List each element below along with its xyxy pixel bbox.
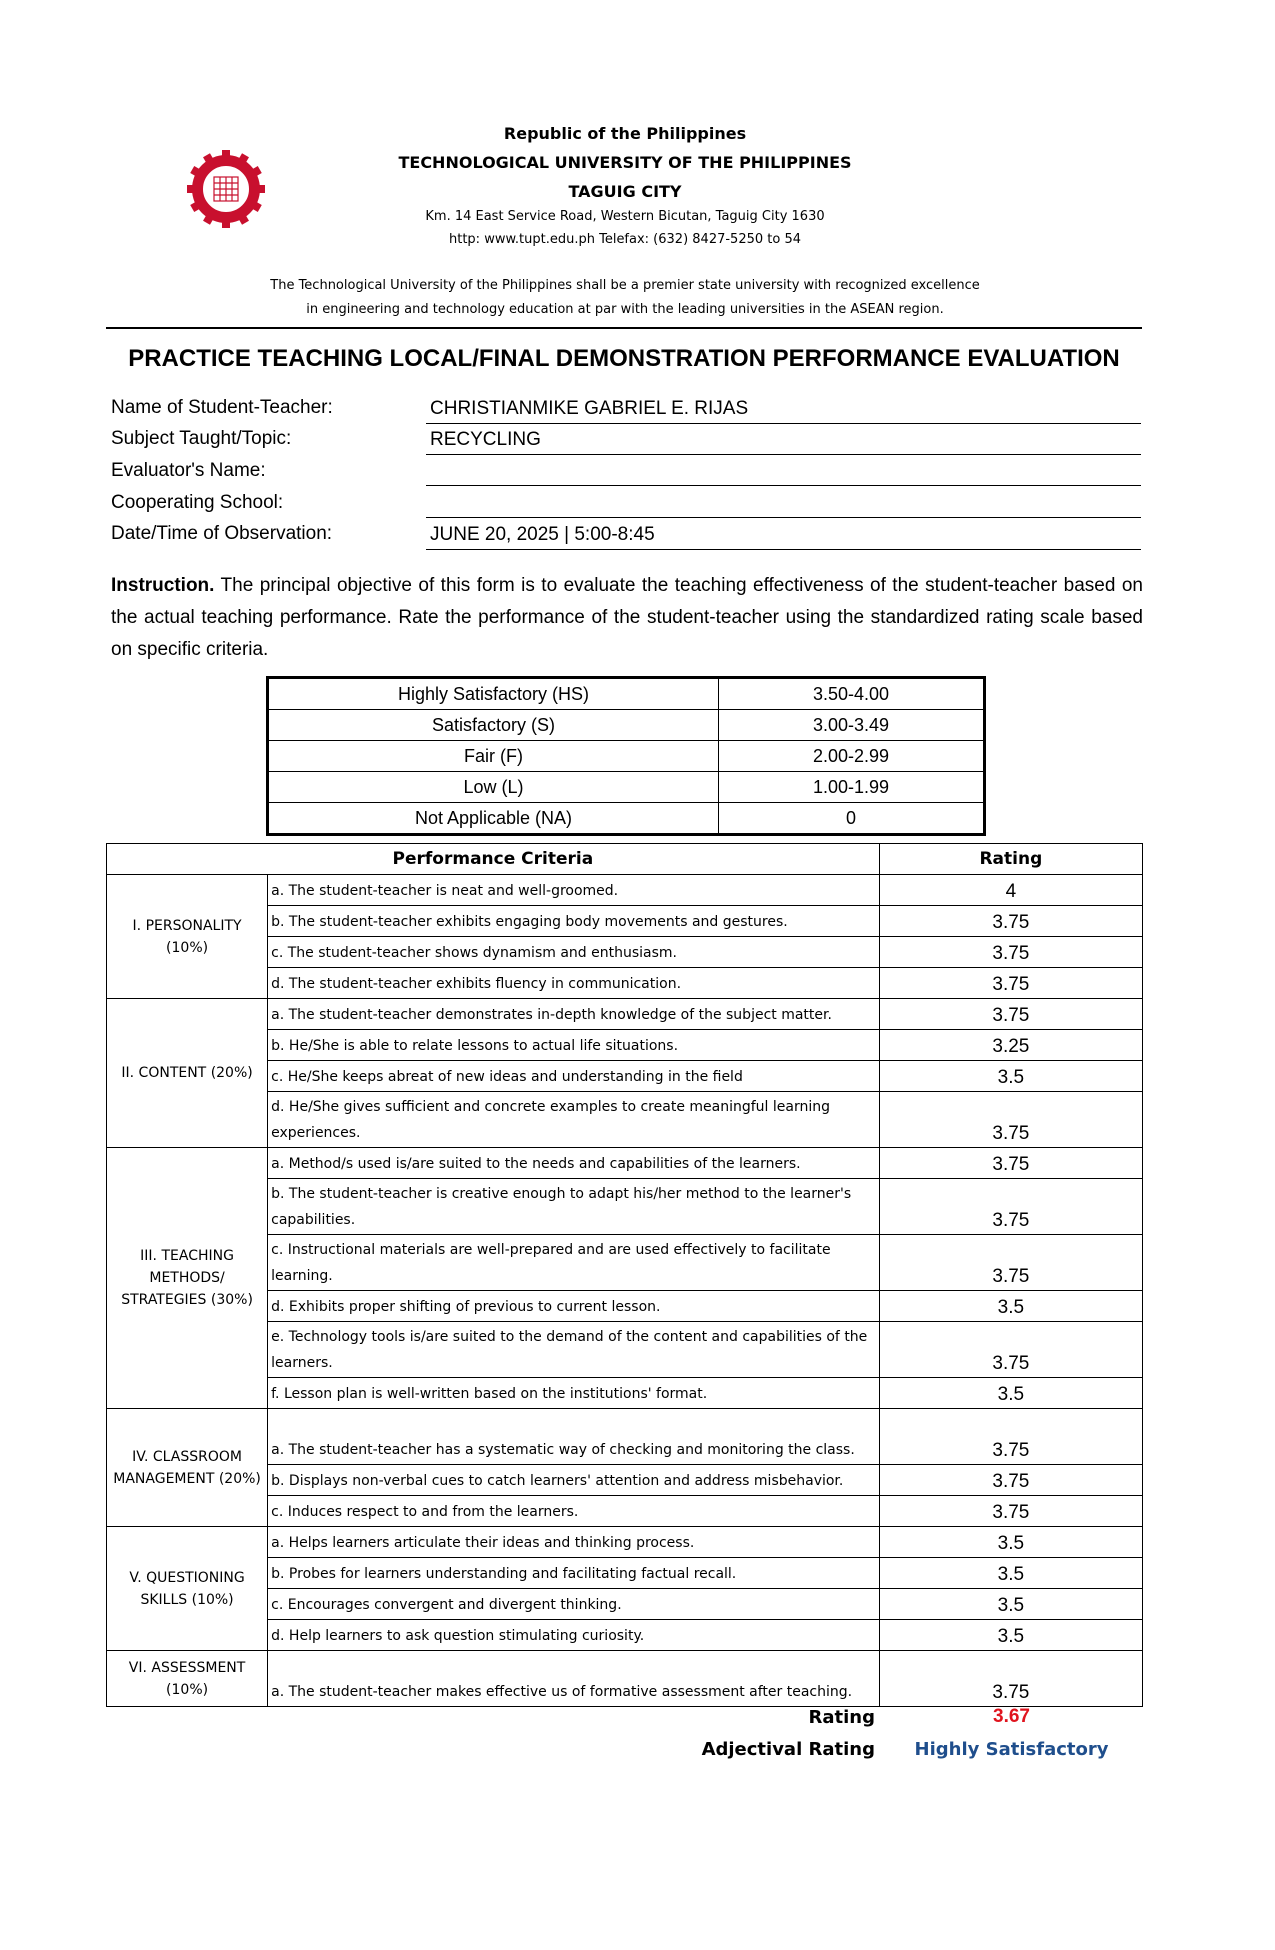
criterion-text: a. Helps learners articulate their ideas and thinking process. [268, 1527, 880, 1558]
category-label: V. QUESTIONING SKILLS (10%) [107, 1527, 268, 1651]
criterion-rating: 3.5 [879, 1378, 1142, 1409]
criterion-rating: 3.75 [879, 1092, 1142, 1148]
criteria-row [107, 999, 1143, 1030]
criteria-row [107, 875, 1143, 906]
instruction-text: The principal objective of this form is to evaluate the teaching effectiveness of the student-teacher based on the actual teaching performance. Rate the performance of the student-teacher using the standardized rating scale based on specific criteria. [111, 575, 1143, 660]
overall-rating-value: 3.67 [993, 1706, 1030, 1727]
criterion-text: c. Instructional materials are well-prepared and are used effectively to facilitate learning. [268, 1235, 880, 1291]
criterion-rating: 3.75 [879, 1148, 1142, 1179]
criterion-text: b. Displays non-verbal cues to catch learners' attention and address misbehavior. [268, 1465, 880, 1496]
student-teacher-value: CHRISTIANMIKE GABRIEL E. RIJAS [426, 396, 1141, 424]
criterion-text: a. The student-teacher is neat and well-groomed. [268, 875, 880, 906]
criterion-rating: 3.75 [879, 1465, 1142, 1496]
criterion-rating: 3.5 [879, 1620, 1142, 1651]
rating-column-header: Rating [879, 844, 1142, 875]
criteria-row [107, 1527, 1143, 1558]
vision-line-1: The Technological University of the Philippines shall be a premier state university with recognized excellence [270, 278, 980, 293]
scale-label: Not Applicable (NA) [268, 803, 719, 835]
scale-label: Highly Satisfactory (HS) [268, 678, 719, 710]
criterion-text: b. Probes for learners understanding and facilitating factual recall. [268, 1558, 880, 1589]
performance-criteria-table [106, 843, 1143, 1707]
criteria-column-header: Performance Criteria [107, 844, 880, 875]
vision-line-2: in engineering and technology education at par with the leading universities in the ASEAN region. [306, 302, 944, 317]
adjectival-rating-label: Adjectival Rating [701, 1739, 875, 1760]
criterion-rating: 3.75 [879, 968, 1142, 999]
cooperating-school-label: Cooperating School: [111, 492, 284, 513]
criterion-rating: 3.25 [879, 1030, 1142, 1061]
criterion-text: a. Method/s used is/are suited to the needs and capabilities of the learners. [268, 1148, 880, 1179]
criteria-row [107, 1651, 1143, 1707]
university-address: Km. 14 East Service Road, Western Bicutan, Taguig City 1630 [425, 209, 825, 224]
rating-scale-table [266, 676, 986, 836]
criterion-rating: 3.75 [879, 937, 1142, 968]
category-label: VI. ASSESSMENT (10%) [107, 1651, 268, 1707]
criterion-rating: 3.75 [879, 906, 1142, 937]
criterion-text: a. The student-teacher demonstrates in-depth knowledge of the subject matter. [268, 999, 880, 1030]
criterion-text: c. The student-teacher shows dynamism and enthusiasm. [268, 937, 880, 968]
criterion-rating: 3.75 [879, 1179, 1142, 1235]
republic-heading: Republic of the Philippines [503, 124, 747, 143]
criterion-text: c. Encourages convergent and divergent thinking. [268, 1589, 880, 1620]
scale-row [268, 741, 985, 772]
cooperating-school-value [426, 490, 1141, 518]
scale-label: Satisfactory (S) [268, 710, 719, 741]
scale-row [268, 710, 985, 741]
scale-range: 3.50-4.00 [719, 678, 985, 710]
evaluator-value [426, 458, 1141, 486]
criterion-rating: 3.75 [879, 1409, 1142, 1465]
subject-topic-label: Subject Taught/Topic: [111, 428, 292, 449]
university-contact: http: www.tupt.edu.ph Telefax: (632) 8427-5250 to 54 [449, 232, 801, 247]
criterion-rating: 3.75 [879, 1322, 1142, 1378]
scale-range: 0 [719, 803, 985, 835]
scale-row [268, 803, 985, 835]
category-label: II. CONTENT (20%) [107, 999, 268, 1148]
criterion-text: c. Induces respect to and from the learners. [268, 1496, 880, 1527]
scale-label: Low (L) [268, 772, 719, 803]
criteria-row [107, 1409, 1143, 1465]
category-label: I. PERSONALITY (10%) [107, 875, 268, 999]
criterion-text: a. The student-teacher makes effective us of formative assessment after teaching. [268, 1651, 880, 1707]
criterion-text: f. Lesson plan is well-written based on the institutions' format. [268, 1378, 880, 1409]
criterion-rating: 4 [879, 875, 1142, 906]
category-label: III. TEACHING METHODS/ STRATEGIES (30%) [107, 1148, 268, 1409]
criterion-text: b. The student-teacher exhibits engaging body movements and gestures. [268, 906, 880, 937]
criterion-text: c. He/She keeps abreat of new ideas and understanding in the field [268, 1061, 880, 1092]
instruction-lead: Instruction. [111, 575, 215, 596]
criterion-rating: 3.5 [879, 1558, 1142, 1589]
instruction-paragraph [111, 570, 1143, 666]
header-divider [106, 327, 1142, 329]
university-name: TECHNOLOGICAL UNIVERSITY OF THE PHILIPPINES [398, 153, 852, 172]
campus-name: TAGUIG CITY [568, 182, 682, 201]
criterion-text: b. The student-teacher is creative enough to adapt his/her method to the learner's capabilities. [268, 1179, 880, 1235]
observation-date-label: Date/Time of Observation: [111, 523, 333, 544]
scale-row [268, 772, 985, 803]
adjectival-rating-value: Highly Satisfactory [914, 1739, 1109, 1760]
criterion-text: d. The student-teacher exhibits fluency in communication. [268, 968, 880, 999]
criterion-rating: 3.5 [879, 1291, 1142, 1322]
criterion-rating: 3.5 [879, 1589, 1142, 1620]
criterion-text: d. He/She gives sufficient and concrete examples to create meaningful learning experiences. [268, 1092, 880, 1148]
category-label: IV. CLASSROOM MANAGEMENT (20%) [107, 1409, 268, 1527]
scale-range: 2.00-2.99 [719, 741, 985, 772]
scale-row [268, 678, 985, 710]
criterion-rating: 3.75 [879, 1235, 1142, 1291]
criterion-text: d. Help learners to ask question stimulating curiosity. [268, 1620, 880, 1651]
scale-range: 3.00-3.49 [719, 710, 985, 741]
criterion-rating: 3.75 [879, 999, 1142, 1030]
criterion-rating: 3.75 [879, 1496, 1142, 1527]
student-teacher-label: Name of Student-Teacher: [111, 397, 333, 418]
criterion-text: d. Exhibits proper shifting of previous to current lesson. [268, 1291, 880, 1322]
evaluator-label: Evaluator's Name: [111, 460, 266, 481]
scale-range: 1.00-1.99 [719, 772, 985, 803]
observation-date-value: JUNE 20, 2025 | 5:00-8:45 [426, 522, 1141, 550]
criterion-rating: 3.5 [879, 1061, 1142, 1092]
criterion-text: b. He/She is able to relate lessons to actual life situations. [268, 1030, 880, 1061]
criteria-row [107, 1148, 1143, 1179]
criterion-text: a. The student-teacher has a systematic way of checking and monitoring the class. [268, 1409, 880, 1465]
criterion-rating: 3.75 [879, 1651, 1142, 1707]
subject-topic-value: RECYCLING [426, 427, 1141, 455]
form-title: PRACTICE TEACHING LOCAL/FINAL DEMONSTRATION PERFORMANCE EVALUATION [128, 345, 1120, 372]
scale-label: Fair (F) [268, 741, 719, 772]
criterion-text: e. Technology tools is/are suited to the demand of the content and capabilities of the learners. [268, 1322, 880, 1378]
criterion-rating: 3.5 [879, 1527, 1142, 1558]
rating-label: Rating [808, 1707, 875, 1728]
criteria-header-row [107, 844, 1143, 875]
